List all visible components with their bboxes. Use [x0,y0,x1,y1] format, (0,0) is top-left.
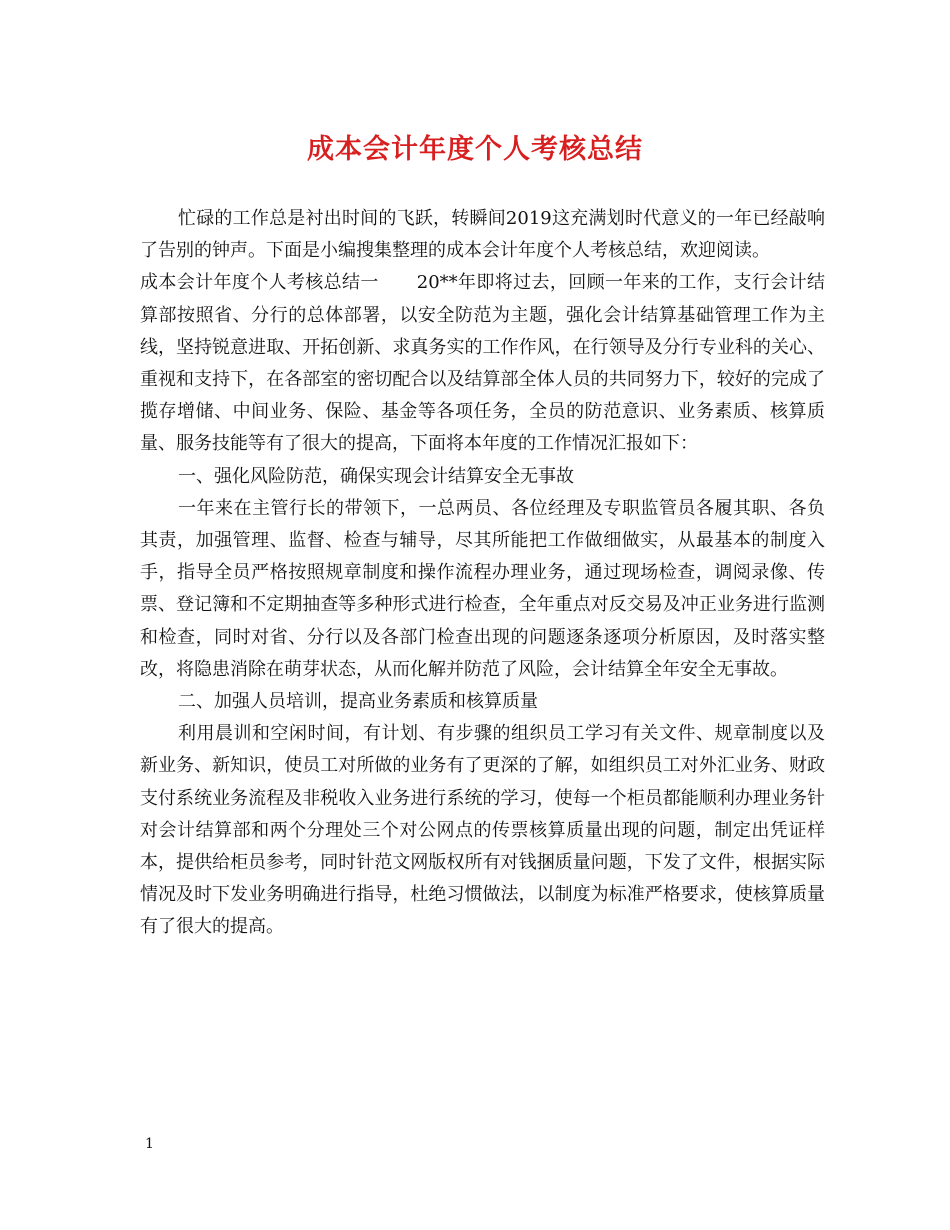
paragraph-three: 利用晨训和空闲时间，有计划、有步骤的组织员工学习有关文件、规章制度以及新业务、新知识，使员工对所做的业务有了更深的了解，如组织员工对外汇业务、财政支付系统业务流程及非税收入业务进行系统的学习，使每一个柜员都能顺利办理业务针对会计结算部和两个分理处三个对公网点的传票核算质量出现的问题，制定出凭证样本，提供给柜员参考，同时针范文网版权所有对钱捆质量问题，下发了文件，根据实际情况及时下发业务明确进行指导，杜绝习惯做法，以制度为标准严格要求，使核算质量有了很大的提高。 [140,723,825,938]
intro-paragraph [140,203,825,267]
section-one-text: 20**年即将过去，回顾一年来的工作，支行会计结算部按照省、分行的总体部署，以安全防范为主题，强化会计结算基础管理工作为主线，坚持锐意进取、开拓创新、求真务实的工作作风，在行领导及分行专业科的关心、重视和支持下，在各部室的密切配合以及结算部全体人员的共同努力下，较好的完成了揽存增储、中间业务、保险、基金等各项任务，全员的防范意识、业务素质、核算质量、服务技能等有了很大的提高，下面将本年度的工作情况汇报如下： [140,272,825,455]
document-body [140,203,825,944]
heading-one: 一、强化风险防范，确保实现会计结算安全无事故 [178,465,574,487]
section-one-paragraph [140,267,825,460]
document-title: 成本会计年度个人考核总结 [307,134,643,165]
intro-text: 忙碌的工作总是衬出时间的飞跃，转瞬间2019这充满划时代意义的一年已经敲响了告别的钟声。下面是小编搜集整理的成本会计年度个人考核总结，欢迎阅读。 [140,208,825,262]
page-number: 1 [145,1136,154,1152]
heading-two: 二、加强人员培训，提高业务素质和核算质量 [178,691,538,713]
paragraph-two: 一年来在主管行长的带领下，一总两员、各位经理及专职监管员各履其职、各负其责，加强管理、监督、检查与辅导，尽其所能把工作做细做实，从最基本的制度入手，指导全员严格按照规章制度和操作流程办理业务，通过现场检查，调阅录像、传票、登记簿和不定期抽查等多种形式进行检查，全年重点对反交易及冲正业务进行监测和检查，同时对省、分行以及各部门检查出现的问题逐条逐项分析原因，及时落实整改，将隐患消除在萌芽状态，从而化解并防范了风险，会计结算全年安全无事故。 [140,497,825,680]
section-one-subtitle: 成本会计年度个人考核总结一 [140,272,379,294]
